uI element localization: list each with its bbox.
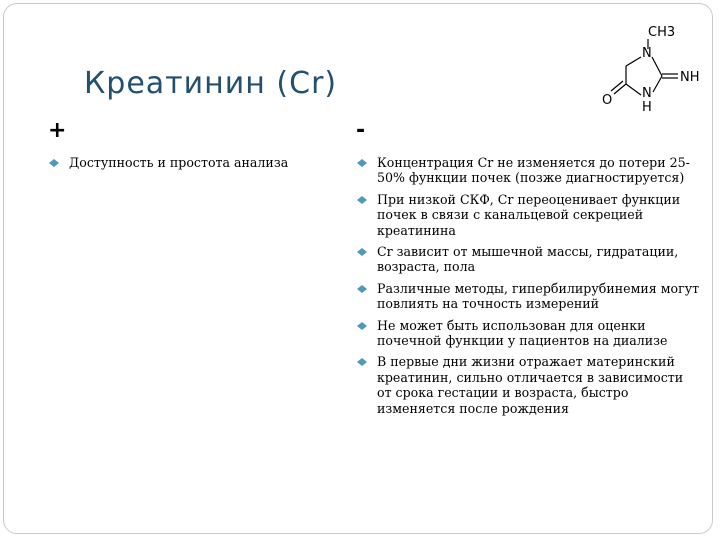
cons-item-text: Не может быть использован для оценки почечной функции у пациентов на диализе (377, 317, 668, 349)
diamond-bullet-icon (49, 159, 59, 167)
diamond-bullet-icon (357, 159, 367, 167)
list-item (356, 318, 701, 349)
cons-item-text: При низкой СКФ, Cr переоценивает функции почек в связи с канальцевой секрецией креатинина (377, 191, 681, 238)
slide (3, 3, 713, 534)
diamond-bullet-icon (357, 285, 367, 293)
cons-list (356, 155, 701, 422)
creatinine-structure-icon (598, 22, 712, 116)
pros-item-text: Доступность и простота анализа (69, 155, 289, 170)
diamond-bullet-icon (357, 196, 367, 204)
molecule-nh-label: NH (680, 70, 700, 85)
molecule-n-top-label: N (642, 46, 652, 61)
slide-title: Креатинин (Cr) (84, 66, 338, 101)
cons-heading: - (356, 118, 366, 143)
diamond-bullet-icon (357, 358, 367, 366)
list-item (48, 155, 348, 170)
list-item (356, 354, 701, 416)
cons-item-text: Концентрация Cr не изменяется до потери 25-50% функции почек (позже диагностируется) (377, 155, 690, 186)
cons-item-text: Различные методы, гипербилирубинемия могут повлиять на точность измерений (377, 280, 700, 312)
list-item (356, 155, 701, 186)
pros-list (48, 155, 348, 176)
molecule-h-label: H (642, 100, 652, 115)
diamond-bullet-icon (357, 248, 367, 256)
cons-item-text: Cr зависит от мышечной массы, гидратации, возраста, пола (377, 244, 679, 275)
list-item (356, 244, 701, 275)
cons-item-text: В первые дни жизни отражает материнский креатинин, сильно отличается в зависимости от срока гестации и возраста, быстро изменяется после рождения (377, 354, 684, 416)
list-item (356, 281, 701, 312)
molecule-ch3-label: CH3 (648, 25, 676, 40)
pros-heading: + (48, 118, 67, 143)
molecule-n-bottom-label: N (642, 86, 652, 101)
diamond-bullet-icon (357, 322, 367, 330)
list-item (356, 192, 701, 238)
molecule-o-label: O (602, 93, 613, 108)
